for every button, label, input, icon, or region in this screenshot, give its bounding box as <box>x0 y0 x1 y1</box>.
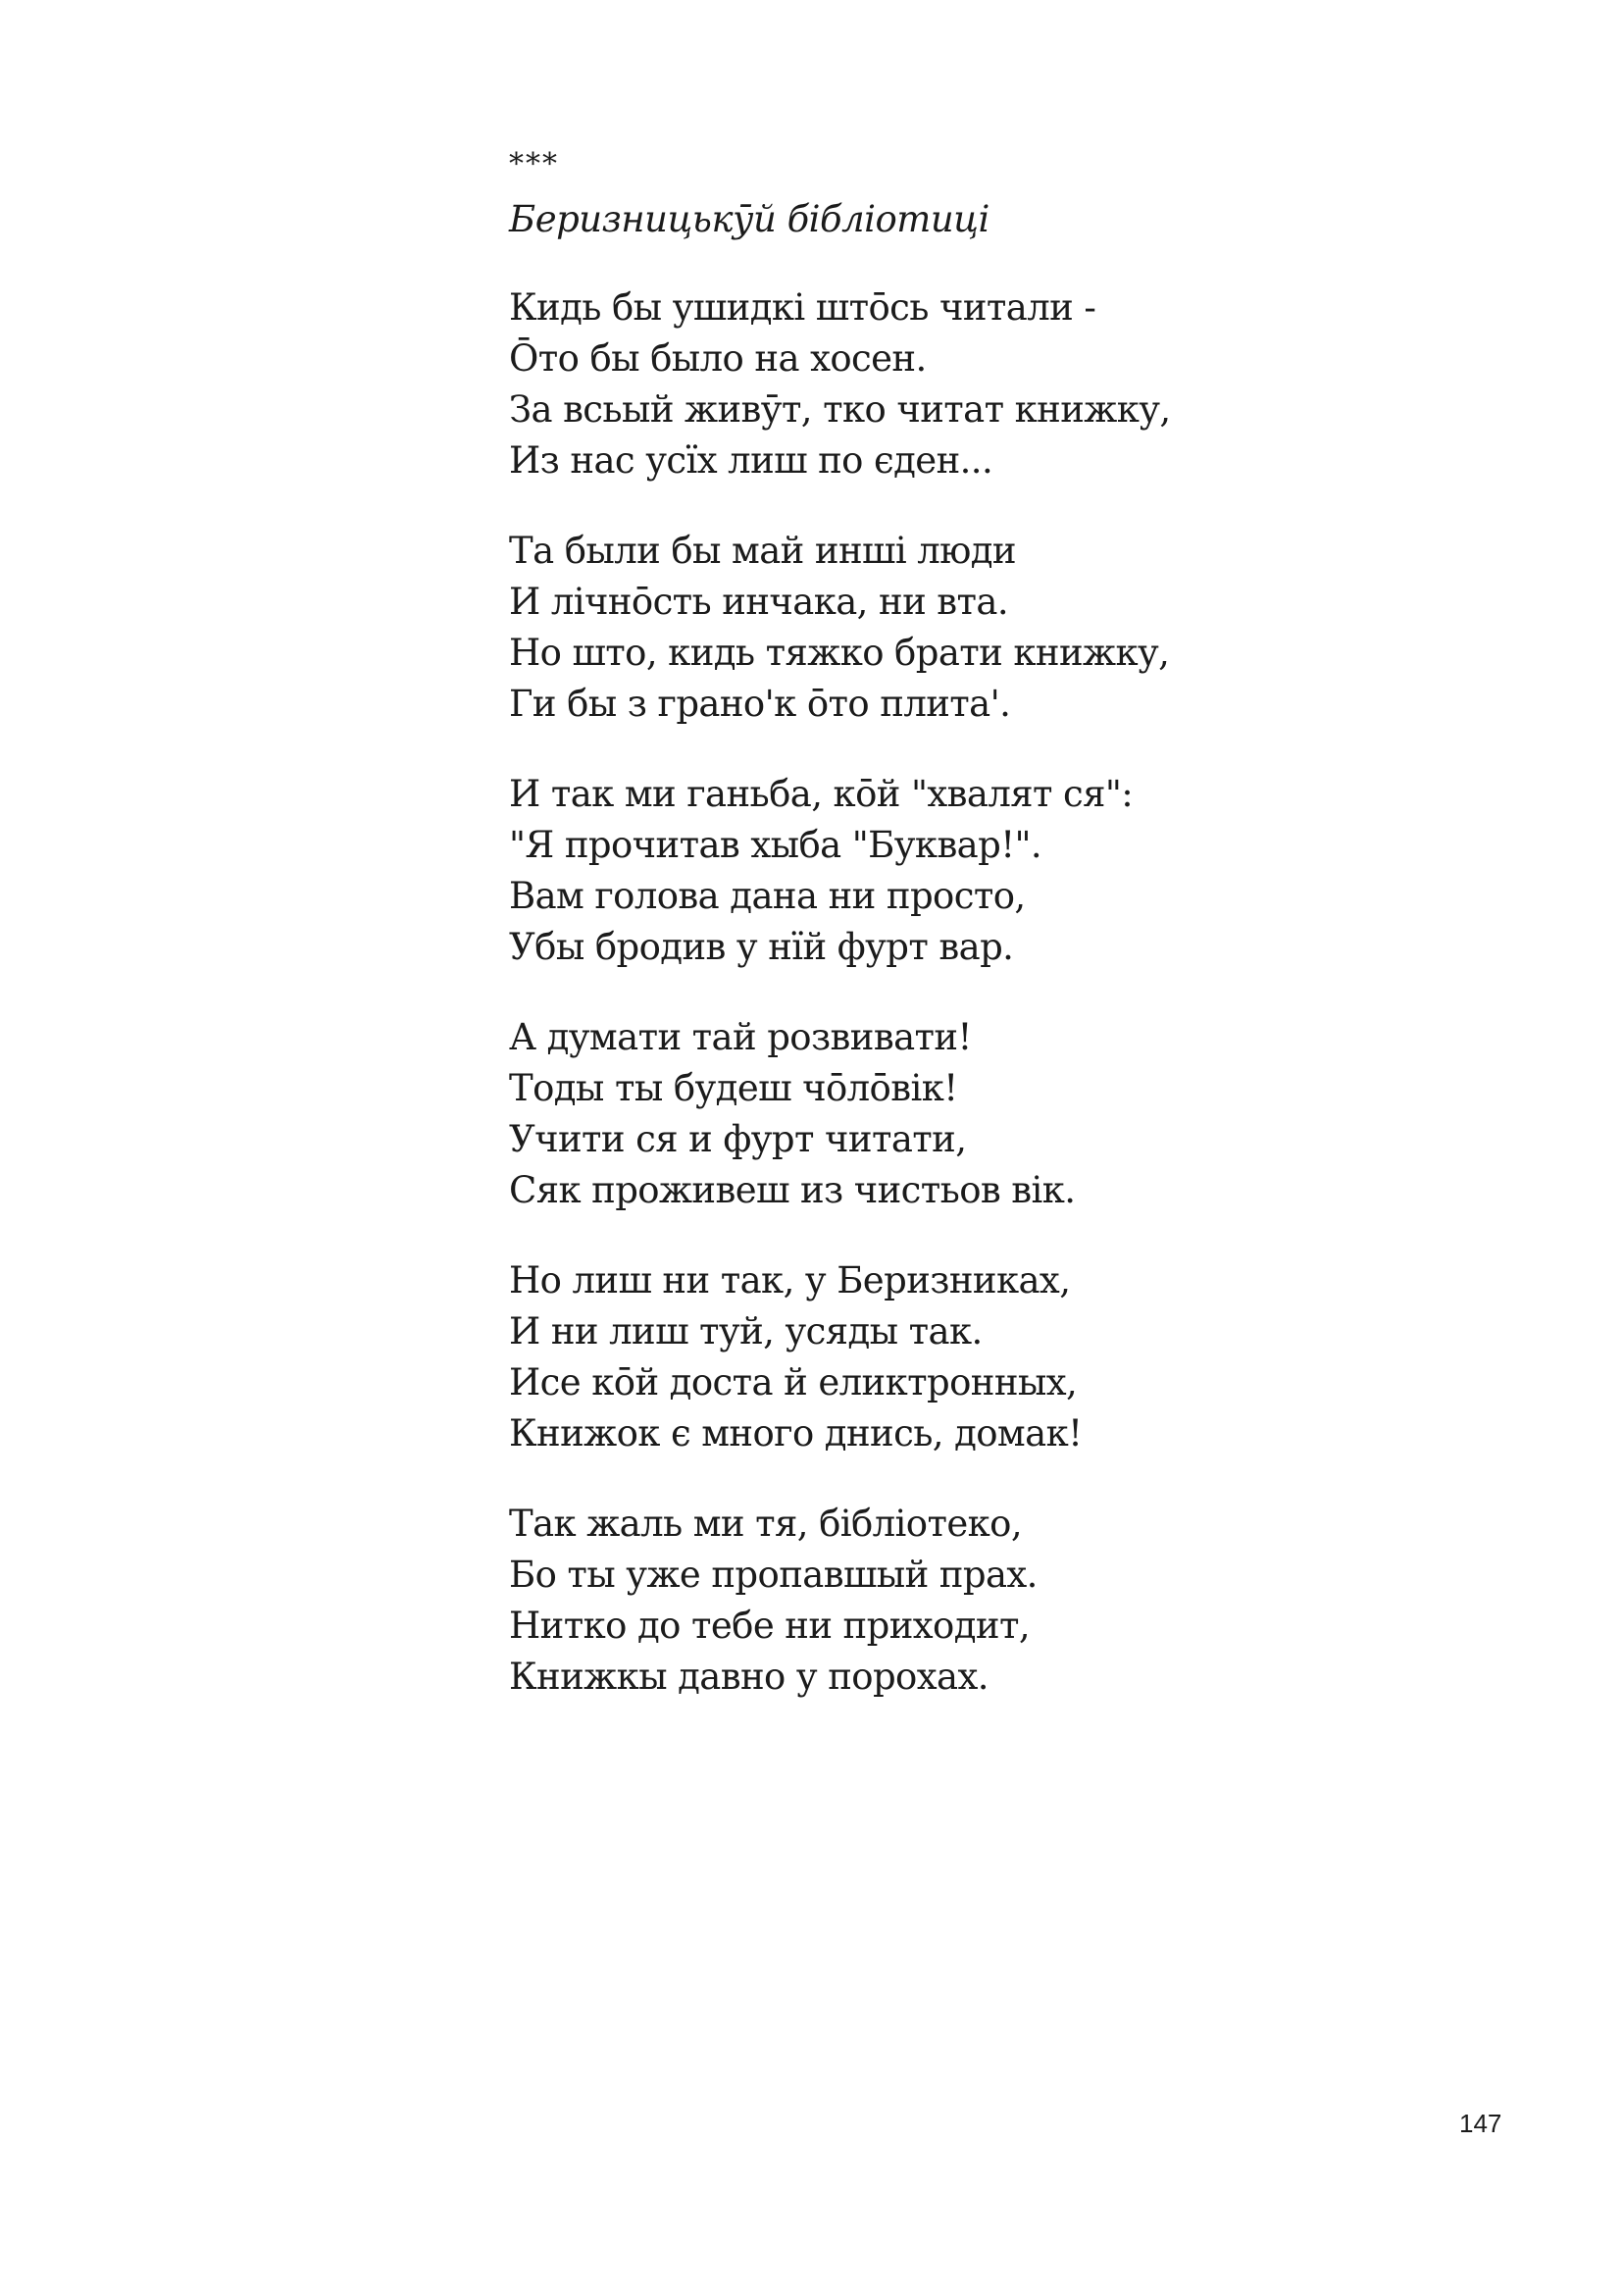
stanza-5 <box>509 1255 1392 1459</box>
poem-line: Так жаль ми тя, бібліотеко, <box>509 1503 1022 1545</box>
poem-line: "Я прочитав хыба "Буквар!". <box>509 824 1042 866</box>
page-number: 147 <box>1459 2109 1502 2138</box>
stanza-3 <box>509 769 1392 973</box>
stanza-1 <box>509 282 1392 486</box>
poem-line: И лічнōсть инчака, ни вта. <box>509 581 1009 623</box>
poem-line: За всьый живӯт, тко читат книжку, <box>509 388 1171 431</box>
poem-line: Сяк проживеш из чистьов вік. <box>509 1169 1076 1211</box>
poem-line: Исе кōй доста й еликтронных, <box>509 1361 1078 1403</box>
stanza-6 <box>509 1499 1392 1703</box>
poem-line: Учити ся и фурт читати, <box>509 1118 967 1160</box>
poem-line: Кидь бы ушидкі штōсь читали - <box>509 286 1096 329</box>
poem-line: Ги бы з грано'к ōто плита'. <box>509 683 1011 725</box>
poem-line: И ни лиш туй, усяды так. <box>509 1310 983 1352</box>
poem-line: А думати тай розвивати! <box>509 1016 972 1058</box>
poem-line: Та были бы май инші люди <box>509 530 1016 572</box>
poem-line: Из нас усїх лиш по єден... <box>509 439 993 482</box>
poem-line: Книжкы давно у порохах. <box>509 1656 989 1698</box>
poem-line: Вам голова дана ни просто, <box>509 875 1026 917</box>
poem-line: Тоды ты будеш чōлōвік! <box>509 1067 958 1109</box>
poem-line: Бо ты уже пропавшый прах. <box>509 1554 1038 1596</box>
stanza-4 <box>509 1012 1392 1216</box>
poem-line: Нитко до тебе ни приходит, <box>509 1605 1030 1647</box>
poem-line: Но лиш ни так, у Беризниках, <box>509 1259 1071 1301</box>
poem-line: Ōто бы было на хосен. <box>509 337 927 380</box>
poem <box>509 145 1392 1742</box>
poem-line: И так ми ганьба, кōй "хвалят ся": <box>509 773 1134 815</box>
poem-line: Книжок є много днись, домак! <box>509 1412 1083 1454</box>
poem-line: Но што, кидь тяжко брати книжку, <box>509 632 1170 674</box>
stanza-2 <box>509 526 1392 730</box>
poem-title: Беризницькӯй бібліотиці <box>509 198 989 240</box>
poem-line: Убы бродив у нїй фурт вар. <box>509 926 1014 968</box>
section-marker: *** <box>509 147 559 181</box>
